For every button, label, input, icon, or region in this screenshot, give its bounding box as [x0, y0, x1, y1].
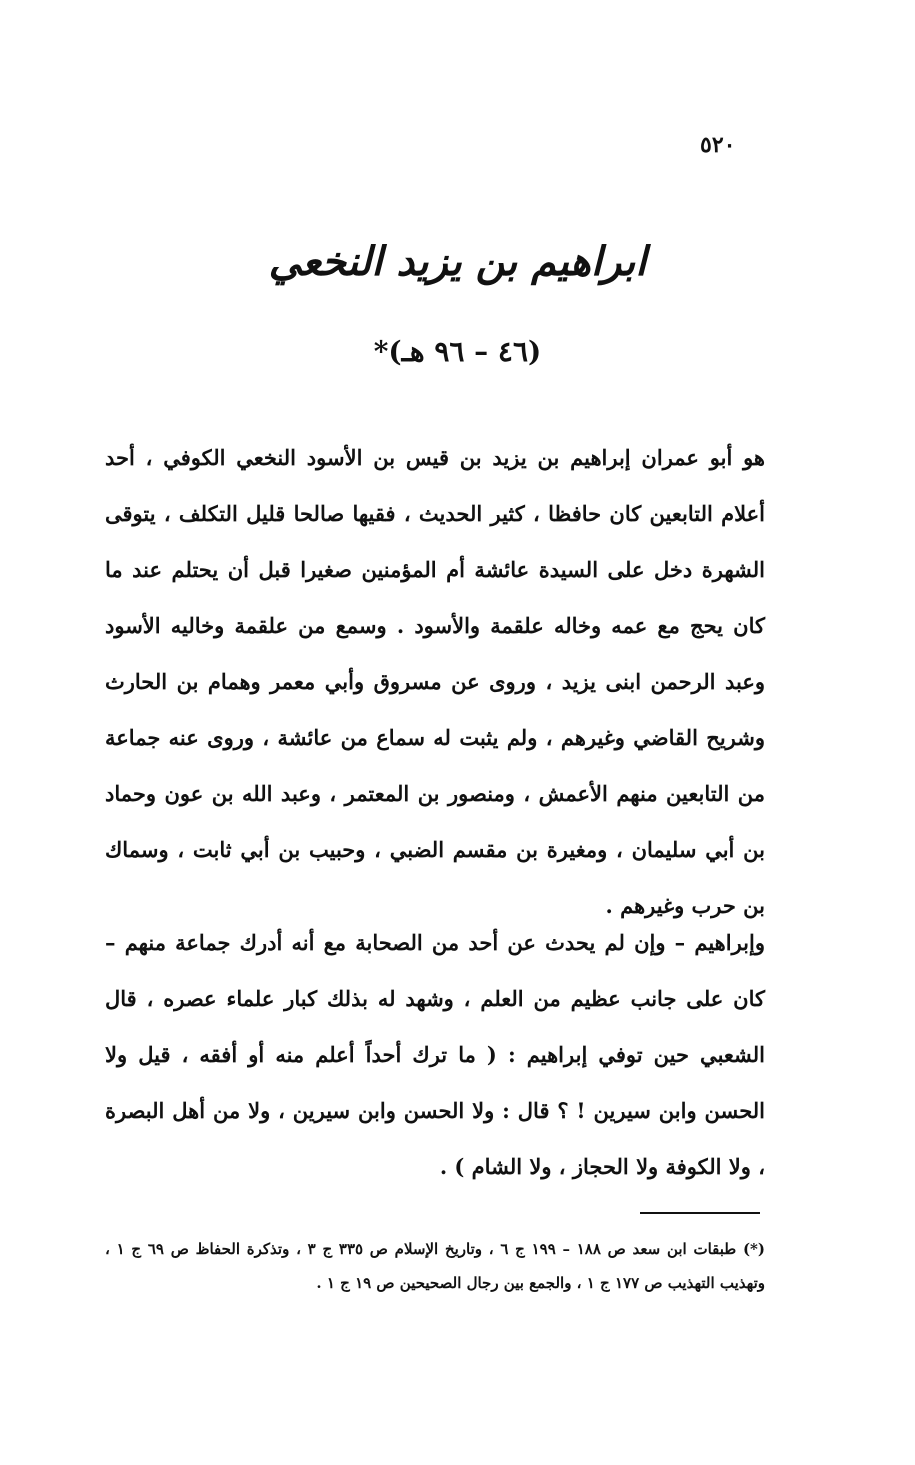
paragraph-scholarship: وإبراهيم – وإن لم يحدث عن أحد من الصحابة مع أنه أدرك جماعة منهم – كان على جانب عظيم من العلم ، وشهد له بذلك كبار علماء عصره ، قال الشعبي حين توفي إبراهيم : ( ما ترك أحداً أعلم منه أو أفقه ، قيل ولا الحسن وابن سيرين ! ؟ قال : ولا الحسن وابن سيرين ، ولا من أهل البصرة ، ولا الكوفة ولا الحجاز ، ولا الشام ) . [105, 930, 765, 1179]
page-number: ٥٢٠ [700, 132, 736, 158]
footnote: (*) طبقات ابن سعد ص ١٨٨ – ١٩٩ ج ٦ ، وتاريخ الإسلام ص ٣٣٥ ج ٣ ، وتذكرة الحفاظ ص ٦٩ ج ١ ، وتهذيب التهذيب ص ١٧٧ ج ١ ، والجمع بين رجال الصحيحين ص ١٩ ج ١ . [105, 1240, 765, 1292]
lifespan-dates: (٤٦ – ٩٦ هـ)* [373, 335, 542, 368]
page-title: ابراهيم بن يزيد النخعي [268, 238, 647, 285]
footnote-divider [640, 1212, 760, 1214]
paragraph-biography: هو أبو عمران إبراهيم بن يزيد بن قيس بن الأسود النخعي الكوفي ، أحد أعلام التابعين كان حافظا ، كثير الحديث ، فقيها صالحا قليل التكلف ، يتوقى الشهرة دخل على السيدة عائشة أم المؤمنين صغيرا قبل أن يحتلم عند ما كان يحج مع عمه وخاله علقمة والأسود . وسمع من علقمة وخاليه الأسود وعبد الرحمن ابنى يزيد ، وروى عن مسروق وأبي معمر وهمام بن الحارث وشريح القاضي وغيرهم ، ولم يثبت له سماع من عائشة ، وروى عنه جماعة من التابعين منهم الأعمش ، ومنصور بن المعتمر ، وعبد الله بن عون وحماد بن أبي سليمان ، ومغيرة بن مقسم الضبي ، وحبيب بن أبي ثابت ، وسماك بن حرب وغيرهم . [105, 445, 765, 918]
